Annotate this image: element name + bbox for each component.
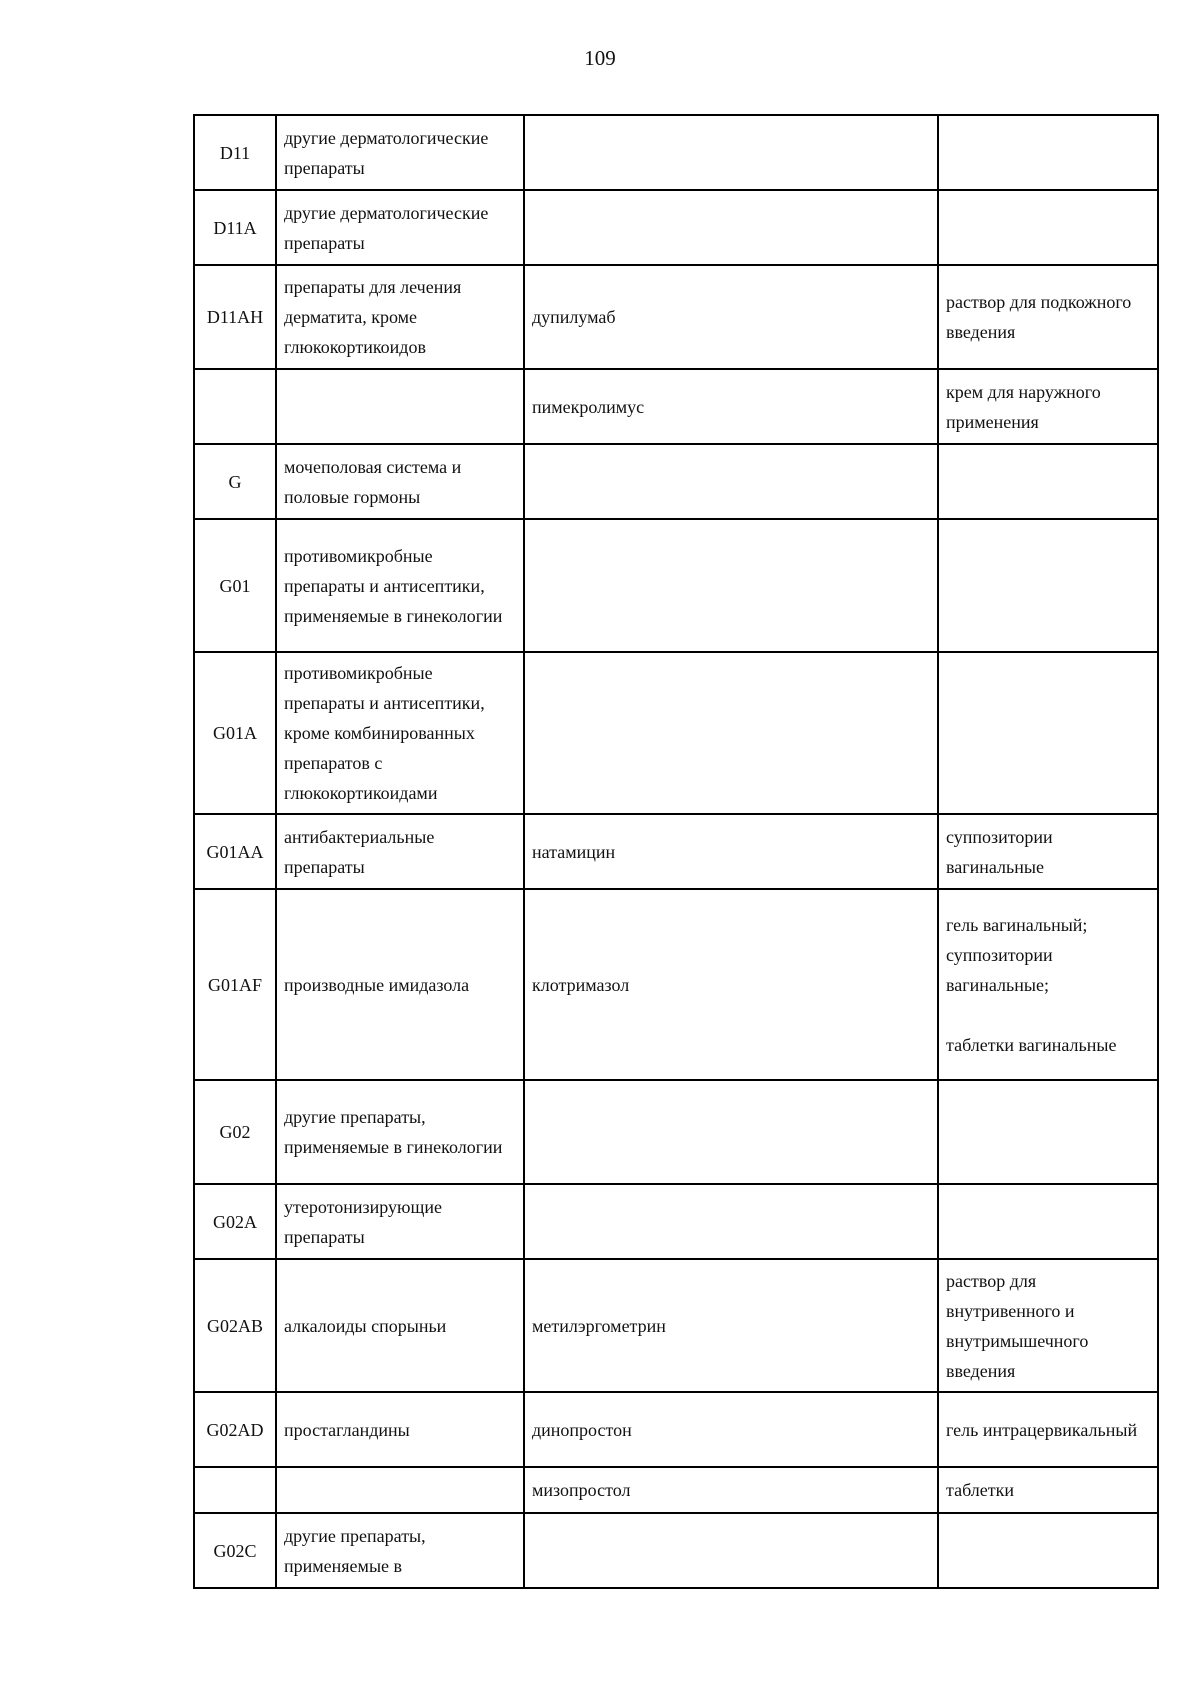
- atc-code-cell: G01AF: [194, 889, 276, 1080]
- drug-table: [193, 114, 1159, 1589]
- table-row: [194, 444, 1158, 519]
- table-row: [194, 889, 1158, 1080]
- anatomical-group-cell: утеротонизирующие препараты: [276, 1184, 524, 1259]
- anatomical-group-cell: другие препараты, применяемые в: [276, 1513, 524, 1588]
- atc-code-cell: D11A: [194, 190, 276, 265]
- atc-code-cell: G01: [194, 519, 276, 652]
- atc-code-cell: G02C: [194, 1513, 276, 1588]
- dosage-form-cell: [938, 115, 1158, 190]
- dosage-form-cell: [938, 190, 1158, 265]
- dosage-form-cell: [938, 1467, 1158, 1513]
- atc-code-cell: D11AH: [194, 265, 276, 369]
- dosage-form-spacer: [946, 1000, 1150, 1030]
- anatomical-group-cell: простагландины: [276, 1392, 524, 1467]
- drug-name-cell: метилэргометрин: [524, 1259, 938, 1392]
- atc-code-cell: [194, 1467, 276, 1513]
- dosage-form-cell: [938, 1392, 1158, 1467]
- drug-name-cell: динопростон: [524, 1392, 938, 1467]
- anatomical-group-cell: антибактериальные препараты: [276, 814, 524, 889]
- table-row: [194, 652, 1158, 814]
- anatomical-group-cell: противомикробные препараты и антисептики, применяемые в гинекологии: [276, 519, 524, 652]
- anatomical-group-cell: мочеполовая система и половые гормоны: [276, 444, 524, 519]
- table-row: [194, 1513, 1158, 1588]
- dosage-form-line: раствор для внутривенного и внутримышечного введения: [946, 1270, 1089, 1381]
- atc-code-cell: G02AD: [194, 1392, 276, 1467]
- dosage-form-cell: [938, 1513, 1158, 1588]
- anatomical-group-cell: другие препараты, применяемые в гинекологии: [276, 1080, 524, 1184]
- anatomical-group-cell: [276, 1467, 524, 1513]
- anatomical-group-cell: другие дерматологические препараты: [276, 115, 524, 190]
- dosage-form-cell: [938, 652, 1158, 814]
- drug-name-cell: [524, 1513, 938, 1588]
- drug-name-cell: пимекролимус: [524, 369, 938, 444]
- anatomical-group-cell: противомикробные препараты и антисептики, кроме комбинированных препаратов с глюкокортикоидами: [276, 652, 524, 814]
- drug-name-cell: [524, 190, 938, 265]
- anatomical-group-cell: алкалоиды спорыньи: [276, 1259, 524, 1392]
- table-row: [194, 1184, 1158, 1259]
- atc-code-cell: G: [194, 444, 276, 519]
- dosage-form-line: гель интрацервикальный: [946, 1419, 1138, 1440]
- table-row: [194, 1259, 1158, 1392]
- table-row: [194, 369, 1158, 444]
- atc-code-cell: G02: [194, 1080, 276, 1184]
- table-row: [194, 519, 1158, 652]
- drug-name-cell: мизопростол: [524, 1467, 938, 1513]
- page-number: 109: [584, 46, 616, 70]
- anatomical-group-cell: [276, 369, 524, 444]
- anatomical-group-cell: производные имидазола: [276, 889, 524, 1080]
- anatomical-group-cell: другие дерматологические препараты: [276, 190, 524, 265]
- dosage-form-line: суппозитории вагинальные: [946, 826, 1053, 877]
- atc-code-cell: [194, 369, 276, 444]
- dosage-form-cell: [938, 814, 1158, 889]
- drug-name-cell: дупилумаб: [524, 265, 938, 369]
- dosage-form-line: гель вагинальный;: [946, 914, 1088, 935]
- drug-name-cell: [524, 115, 938, 190]
- dosage-form-cell: [938, 1080, 1158, 1184]
- dosage-form-line: раствор для подкожного введения: [946, 292, 1132, 342]
- drug-name-cell: натамицин: [524, 814, 938, 889]
- atc-code-cell: G01AA: [194, 814, 276, 889]
- drug-name-cell: клотримазол: [524, 889, 938, 1080]
- table-row: [194, 1392, 1158, 1467]
- anatomical-group-cell: препараты для лечения дерматита, кроме глюкокортикоидов: [276, 265, 524, 369]
- table-row: [194, 1080, 1158, 1184]
- dosage-form-cell: [938, 889, 1158, 1080]
- drug-name-cell: [524, 444, 938, 519]
- drug-name-cell: [524, 652, 938, 814]
- table-row: [194, 265, 1158, 369]
- dosage-form-cell: [938, 519, 1158, 652]
- atc-code-cell: G01A: [194, 652, 276, 814]
- dosage-form-cell: [938, 1259, 1158, 1392]
- dosage-form-cell: [938, 1184, 1158, 1259]
- dosage-form-cell: [938, 444, 1158, 519]
- atc-code-cell: D11: [194, 115, 276, 190]
- dosage-form-line: таблетки вагинальные: [946, 1034, 1117, 1055]
- dosage-form-line: крем для наружного применения: [946, 381, 1101, 432]
- atc-code-cell: G02A: [194, 1184, 276, 1259]
- table-row: [194, 1467, 1158, 1513]
- drug-name-cell: [524, 519, 938, 652]
- table-row: [194, 814, 1158, 889]
- table-row: [194, 190, 1158, 265]
- dosage-form-cell: [938, 369, 1158, 444]
- dosage-form-line: таблетки: [946, 1480, 1015, 1500]
- table-row: [194, 115, 1158, 190]
- dosage-form-line: суппозитории вагинальные;: [946, 944, 1053, 995]
- drug-name-cell: [524, 1184, 938, 1259]
- dosage-form-cell: [938, 265, 1158, 369]
- drug-name-cell: [524, 1080, 938, 1184]
- atc-code-cell: G02AB: [194, 1259, 276, 1392]
